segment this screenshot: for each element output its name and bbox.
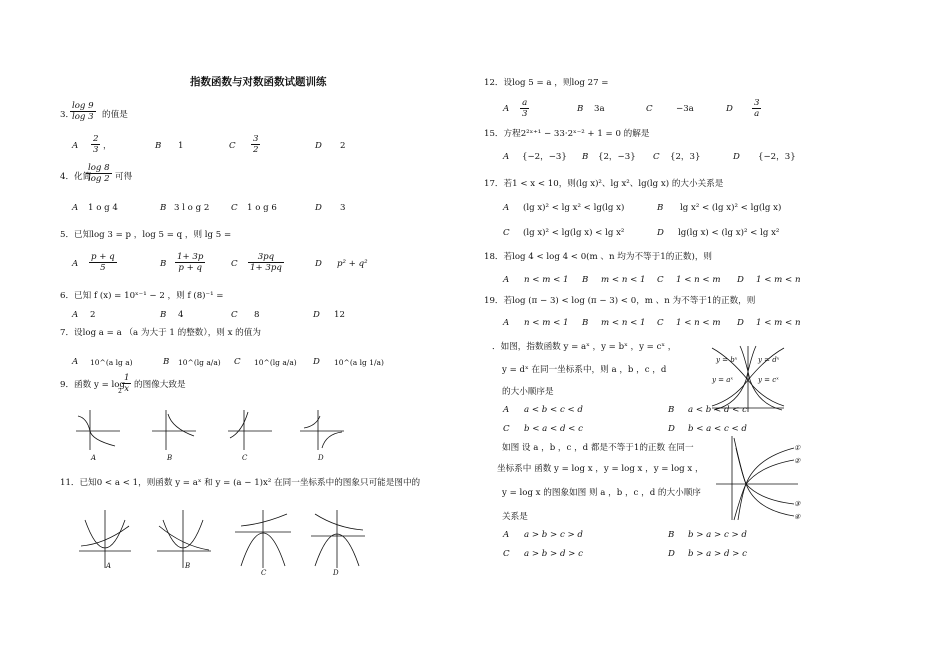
q20-label-b: B xyxy=(668,405,675,415)
q21-label-c: C xyxy=(503,549,510,559)
q18-label-b: B xyxy=(582,275,589,285)
q3-stem: 的值是 xyxy=(102,110,128,120)
q3-frac-den: log 3 xyxy=(72,112,94,122)
q3-c-num: 3 xyxy=(253,134,259,144)
q7-label-c: C xyxy=(234,357,241,367)
q3-a-num: 2 xyxy=(93,134,99,144)
q20-line-1: ．如图，指数函数 y = aˣ ，y = bˣ ，y = cˣ ， xyxy=(492,342,677,352)
q4-option-a: 1 o g 4 xyxy=(88,203,118,213)
q17-option-b: lg x² < (lg x)² < lg(lg x) xyxy=(680,203,782,213)
q6-label-c: C xyxy=(231,310,238,320)
q17-label-a: A xyxy=(503,203,510,213)
q3-number: 3． xyxy=(60,110,75,120)
q5-stem: 5．已知log 3 = p ，log 5 = q ，则 lg 5 = xyxy=(60,230,232,240)
q21-graph xyxy=(712,434,802,524)
q7-label-d: D xyxy=(313,357,320,367)
q17-option-c: (lg x)² < lg(lg x) < lg x² xyxy=(523,228,625,238)
q20-curve-b-label: y = bˣ xyxy=(716,356,738,364)
q19-label-d: D xyxy=(737,318,744,328)
q12-stem: 12．设log 5 = a ，则log 27 = xyxy=(484,78,609,88)
q18-label-a: A xyxy=(503,275,510,285)
q11-label-d: D xyxy=(333,569,339,577)
q15-option-a: {−2，−3} xyxy=(522,152,567,162)
q12-label-b: B xyxy=(577,104,584,114)
q7-stem: 7．设log a = a （a 为大于 1 的整数），则 x 的值为 xyxy=(60,328,261,338)
q5-label-c: C xyxy=(231,259,238,269)
q12-d-num: 3 xyxy=(754,98,760,108)
q20-curve-a-label: y = aˣ xyxy=(712,376,733,384)
q4-frac-den: log 2 xyxy=(88,174,110,184)
q3-label-a: A xyxy=(72,141,79,151)
q17-label-c: C xyxy=(503,228,510,238)
q12-label-d: D xyxy=(726,104,733,114)
q3-a-den: 3 xyxy=(93,145,99,155)
q9-label-c: C xyxy=(242,454,248,462)
q21-option-a: a > b > c > d xyxy=(524,530,583,540)
q7-option-c: 10^(lg a/a) xyxy=(254,358,297,367)
q21-mark-4: ④ xyxy=(794,513,801,521)
q9-label-d: D xyxy=(318,454,324,462)
q15-option-c: {2，3} xyxy=(670,152,701,162)
q6-option-a: 2 xyxy=(90,310,96,320)
q15-stem: 15．方程2²ˣ⁺¹ − 33·2ˣ⁻² + 1 = 0 的解是 xyxy=(484,129,650,139)
q18-stem: 18．若log 4 < log 4 < 0(m 、n 均为不等于1的正数)，则 xyxy=(484,252,713,262)
q21-mark-2: ② xyxy=(794,457,801,465)
q12-label-a: A xyxy=(503,104,510,114)
q12-label-c: C xyxy=(646,104,653,114)
q15-label-c: C xyxy=(653,152,660,162)
q15-label-d: D xyxy=(733,152,740,162)
q4-option-b: 3 l o g 2 xyxy=(174,203,210,213)
q18-option-b: m < n < 1 xyxy=(601,275,646,285)
q20-option-c: b < a < d < c xyxy=(524,424,583,434)
q12-option-d xyxy=(752,98,761,119)
q21-option-d: b > a > d > c xyxy=(688,549,747,559)
q3-a-tail: ， xyxy=(103,141,112,151)
q5-c-den: 1+ 3pq xyxy=(250,263,282,273)
q21-mark-3: ③ xyxy=(794,500,801,508)
q9-label-b: B xyxy=(167,454,173,462)
q21-line-3: y = log x 的图象如图 则 a ，b ，c ，d 的大小顺序 xyxy=(502,488,701,498)
q4-label-d: D xyxy=(315,203,322,213)
q18-option-a: n < m < 1 xyxy=(524,275,569,285)
q21-option-c: a > b > d > c xyxy=(524,549,583,559)
q20-label-a: A xyxy=(503,405,510,415)
q18-label-c: C xyxy=(657,275,664,285)
q5-option-c xyxy=(248,252,284,273)
q9-frac-den: x xyxy=(124,384,130,394)
q19-label-a: A xyxy=(503,318,510,328)
q19-option-c: 1 < n < m xyxy=(676,318,721,328)
q9-sub: 2 xyxy=(118,388,122,395)
q12-d-den: a xyxy=(754,109,760,119)
q21-line-4: 关系是 xyxy=(502,512,528,522)
q5-c-num: 3pq xyxy=(248,252,284,263)
q21-line-2: 坐标系中 函数 y = log x ，y = log x ，y = log x ， xyxy=(497,464,704,474)
q12-a-num: a xyxy=(520,98,529,109)
q11-label-b: B xyxy=(185,562,191,570)
q4-label-a: A xyxy=(72,203,79,213)
q20-label-d: D xyxy=(668,424,675,434)
q21-mark-1: ① xyxy=(794,444,801,452)
q20-graph xyxy=(708,344,788,414)
q6-option-b: 4 xyxy=(178,310,184,320)
q5-b-num: 1+ 3p xyxy=(177,252,204,262)
q5-option-b xyxy=(175,252,205,273)
q9-stem-tail: 的图像大致是 xyxy=(134,380,186,390)
q11-label-a: A xyxy=(106,562,112,570)
q9-graphs xyxy=(70,402,370,462)
q20-option-a: a < b < c < d xyxy=(524,405,583,415)
q7-label-a: A xyxy=(72,357,79,367)
q3-option-a xyxy=(91,134,100,155)
q12-option-a xyxy=(520,98,529,119)
q21-option-b: b > a > c > d xyxy=(688,530,747,540)
q3-option-d: 2 xyxy=(340,141,346,151)
q6-label-d: D xyxy=(313,310,320,320)
q21-label-a: A xyxy=(503,530,510,540)
q12-option-c: −3a xyxy=(676,104,694,114)
q3-option-c xyxy=(251,134,260,155)
q21-label-d: D xyxy=(668,549,675,559)
q5-option-d: p² + q² xyxy=(337,259,368,269)
q17-option-d: lg(lg x) < (lg x)² < lg x² xyxy=(678,228,780,238)
q4-option-d: 3 xyxy=(340,203,346,213)
q4-frac-num: log 8 xyxy=(88,163,110,173)
q6-stem: 6．已知 f (x) = 10ˣ⁻¹ − 2 ，则 f (8)⁻¹ = xyxy=(60,291,224,301)
q15-option-d: {−2，3} xyxy=(758,152,796,162)
q9-stem: 9．函数 y = log xyxy=(60,380,125,390)
q5-a-den: 5 xyxy=(100,263,106,273)
q7-option-d: 10^(a lg 1/a) xyxy=(334,358,384,367)
q3-label-d: D xyxy=(315,141,322,151)
q5-a-num: p + q xyxy=(91,252,115,262)
q20-option-b: a < b < d < c xyxy=(688,405,747,415)
q18-option-c: 1 < n < m xyxy=(676,275,721,285)
q9-fraction xyxy=(122,373,131,394)
q19-option-a: n < m < 1 xyxy=(524,318,569,328)
q4-label-b: B xyxy=(160,203,167,213)
q6-option-c: 8 xyxy=(254,310,260,320)
q11-stem: 11．已知0 < a < 1，则函数 y = aˣ 和 y = (a − 1)x² 在同一坐标系中的图象只可能是图中的 xyxy=(60,478,421,488)
q17-stem: 17．若1 < x < 10，则(lg x)²、lg x²、lg(lg x) 的大小关系是 xyxy=(484,179,724,189)
q15-label-b: B xyxy=(582,152,589,162)
q12-option-b: 3a xyxy=(594,104,605,114)
q18-option-d: 1 < m < n xyxy=(756,275,801,285)
q5-label-b: B xyxy=(160,259,167,269)
q6-label-b: B xyxy=(160,310,167,320)
q20-curve-d-label: y = dˣ xyxy=(758,356,780,364)
q4-stem: 可得 xyxy=(115,172,133,182)
q4-fraction xyxy=(86,163,112,184)
q9-frac-num: 1 xyxy=(124,373,130,383)
page-title: 指数函数与对数函数试题训练 xyxy=(190,76,327,88)
q6-option-d: 12 xyxy=(334,310,345,320)
q12-a-den: 3 xyxy=(522,109,528,119)
q20-line-2: y = dˣ 在同一坐标系中，则 a ，b ，c ，d xyxy=(502,365,667,375)
q7-option-b: 10^(lg a/a) xyxy=(178,358,221,367)
q17-label-b: B xyxy=(657,203,664,213)
q20-line-3: 的大小顺序是 xyxy=(502,387,554,397)
q9-label-a: A xyxy=(91,454,97,462)
q21-label-b: B xyxy=(668,530,675,540)
q11-label-c: C xyxy=(261,569,267,577)
q3-label-b: B xyxy=(155,141,162,151)
q5-label-d: D xyxy=(315,259,322,269)
q4-option-c: 1 o g 6 xyxy=(247,203,277,213)
q4-number: 4．化简 xyxy=(60,172,92,182)
q3-label-c: C xyxy=(229,141,236,151)
q3-option-b: 1 xyxy=(178,141,184,151)
q19-label-c: C xyxy=(657,318,664,328)
q7-option-a: 10^(a lg a) xyxy=(90,358,133,367)
q3-frac-num: log 9 xyxy=(72,101,94,111)
q19-option-d: 1 < m < n xyxy=(756,318,801,328)
q20-curve-c-label: y = cˣ xyxy=(758,376,779,384)
q19-stem: 19．若log (π − 3) < log (π − 3) < 0，m 、n 为不等于1的正数，则 xyxy=(484,296,756,306)
q20-option-d: b < a < c < d xyxy=(688,424,747,434)
q5-b-den: p + q xyxy=(178,263,203,273)
q5-label-a: A xyxy=(72,259,79,269)
q21-line-1: 如图 设 a ，b ，c ，d 都是不等于1的正数 在同一 xyxy=(502,443,694,453)
q5-option-a xyxy=(89,252,117,273)
q11-graphs xyxy=(75,506,375,576)
q18-label-d: D xyxy=(737,275,744,285)
q17-label-d: D xyxy=(657,228,664,238)
q17-option-a: (lg x)² < lg x² < lg(lg x) xyxy=(523,203,625,213)
q15-label-a: A xyxy=(503,152,510,162)
q3-c-den: 2 xyxy=(253,145,259,155)
q15-option-b: {2，−3} xyxy=(598,152,636,162)
q3-fraction xyxy=(70,101,96,122)
q6-label-a: A xyxy=(72,310,79,320)
q20-label-c: C xyxy=(503,424,510,434)
q7-label-b: B xyxy=(163,357,170,367)
q4-label-c: C xyxy=(231,203,238,213)
q19-option-b: m < n < 1 xyxy=(601,318,646,328)
q19-label-b: B xyxy=(582,318,589,328)
